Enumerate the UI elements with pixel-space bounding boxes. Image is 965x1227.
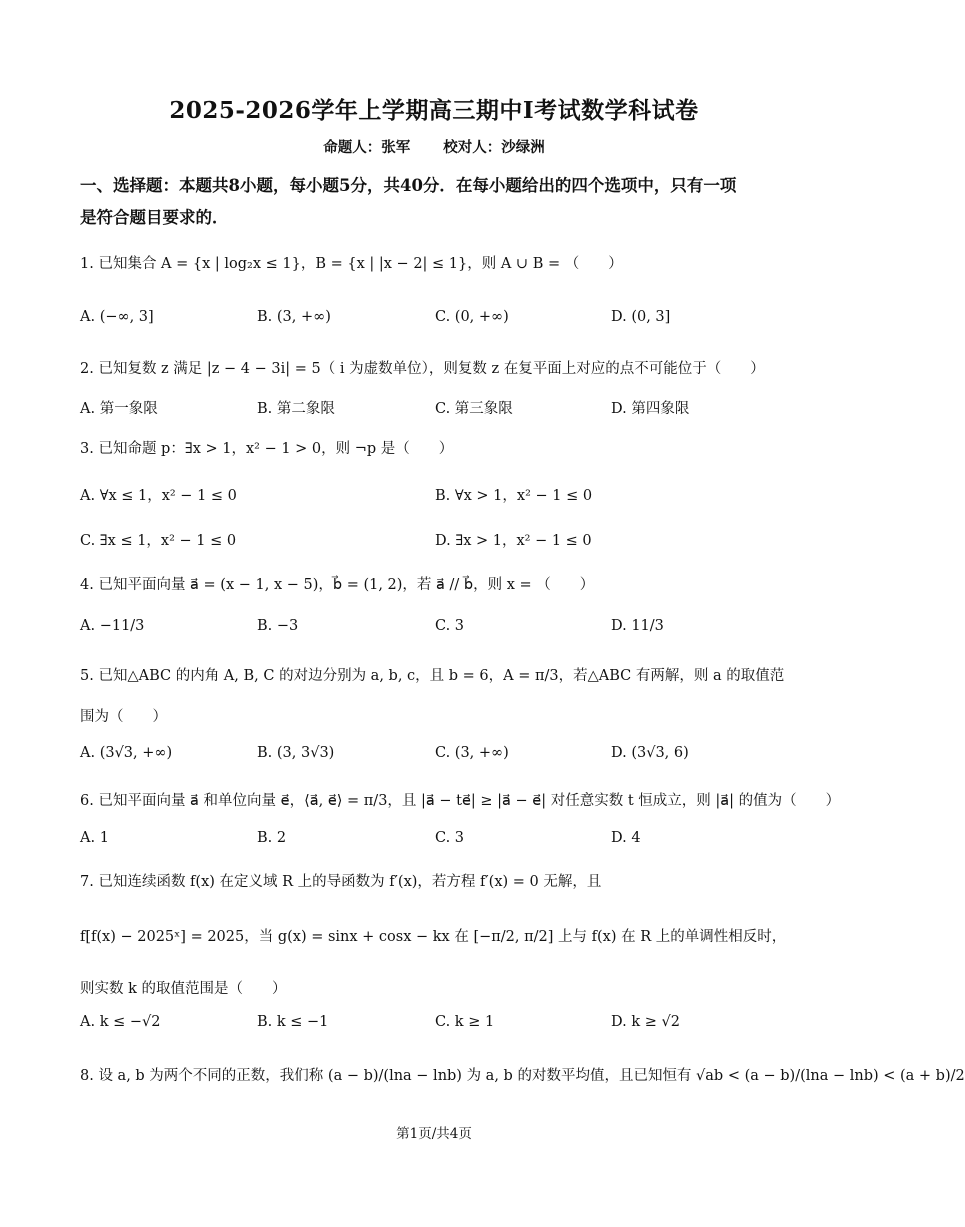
question-2-stem: 2. 已知复数 z 满足 |z − 4 − 3i| = 5（ i 为虚数单位），则复数 z 在复平面上对应的点不可能位于（ ）	[80, 361, 765, 377]
q4-option-a: A. −11/3	[80, 618, 145, 634]
q2-option-c: C. 第三象限	[435, 401, 513, 417]
q5-option-b: B. (3, 3√3)	[257, 745, 335, 761]
author: 命题人：张军	[323, 139, 411, 156]
question-4-stem: 4. 已知平面向量 a⃗ = (x − 1, x − 5)，b⃗ = (1, 2)，若 a⃗ // b⃗，则 x = （ ）	[80, 577, 595, 593]
question-7-stem-line2: f[f(x) − 2025ˣ] = 2025，当 g(x) = sinx + cosx − kx 在 [−π/2, π/2] 上与 f(x) 在 R 上的单调性相反时，	[80, 929, 787, 945]
q6-option-d: D. 4	[611, 830, 641, 846]
q4-option-c: C. 3	[435, 618, 465, 634]
q1-option-d: D. (0, 3]	[611, 309, 671, 325]
q2-option-b: B. 第二象限	[257, 401, 335, 417]
q6-option-b: B. 2	[257, 830, 287, 846]
question-5-stem-line2: 围为（ ）	[80, 709, 167, 725]
q1-option-c: C. (0, +∞)	[435, 309, 509, 325]
question-3-stem: 3. 已知命题 p：∃x > 1，x² − 1 > 0，则 ¬p 是（ ）	[80, 441, 454, 457]
q6-option-c: C. 3	[435, 830, 465, 846]
q7-option-b: B. k ≤ −1	[257, 1014, 329, 1030]
q3-option-b: B. ∀x > 1，x² − 1 ≤ 0	[435, 488, 593, 504]
q3-option-d: D. ∃x > 1，x² − 1 ≤ 0	[435, 533, 592, 549]
checker: 校对人：沙绿洲	[443, 139, 545, 156]
question-8-stem: 8. 设 a, b 为两个不同的正数，我们称 (a − b)/(lna − lnb) 为 a, b 的对数平均值，且已知恒有 √ab < (a − b)/(lna − lnb) < (a + b)/2	[80, 1068, 965, 1084]
q3-option-c: C. ∃x ≤ 1，x² − 1 ≤ 0	[80, 533, 237, 549]
q4-option-b: B. −3	[257, 618, 299, 634]
q7-option-a: A. k ≤ −√2	[80, 1014, 161, 1030]
q7-option-d: D. k ≥ √2	[611, 1014, 680, 1030]
q2-option-a: A. 第一象限	[80, 401, 158, 417]
q5-option-a: A. (3√3, +∞)	[80, 745, 173, 761]
authors-line	[0, 136, 868, 157]
q1-option-b: B. (3, +∞)	[257, 309, 331, 325]
q4-option-d: D. 11/3	[611, 618, 664, 634]
q7-option-c: C. k ≥ 1	[435, 1014, 495, 1030]
question-1-stem: 1. 已知集合 A = {x | log₂x ≤ 1}，B = {x | |x − 2| ≤ 1}，则 A ∪ B = （ ）	[80, 256, 623, 272]
q1-option-a: A. (−∞, 3]	[80, 309, 154, 325]
q6-option-a: A. 1	[80, 830, 109, 846]
page-number: 第1页/共4页	[396, 1126, 472, 1142]
exam-title: 2025-2026学年上学期高三期中I考试数学科试卷	[169, 97, 699, 124]
question-7-stem-line3: 则实数 k 的取值范围是（ ）	[80, 981, 287, 997]
section-heading-line1: 一、选择题：本题共8小题，每小题5分，共40分．在每小题给出的四个选项中，只有一项	[80, 176, 737, 195]
question-6-stem: 6. 已知平面向量 a⃗ 和单位向量 e⃗，⟨a⃗, e⃗⟩ = π/3，且 |a⃗ − te⃗| ≥ |a⃗ − e⃗| 对任意实数 t 恒成立，则 |a⃗| 的值为（ ）	[80, 793, 841, 809]
q5-option-d: D. (3√3, 6)	[611, 745, 689, 761]
q5-option-c: C. (3, +∞)	[435, 745, 509, 761]
q2-option-d: D. 第四象限	[611, 401, 690, 417]
q3-option-a: A. ∀x ≤ 1，x² − 1 ≤ 0	[80, 488, 237, 504]
question-5-stem-line1: 5. 已知△ABC 的内角 A, B, C 的对边分别为 a, b, c，且 b = 6，A = π/3，若△ABC 有两解，则 a 的取值范	[80, 668, 785, 684]
section-heading-line2: 是符合题目要求的．	[80, 208, 229, 227]
question-7-stem-line1: 7. 已知连续函数 f(x) 在定义域 R 上的导函数为 f′(x)，若方程 f′(x) = 0 无解，且	[80, 874, 602, 890]
